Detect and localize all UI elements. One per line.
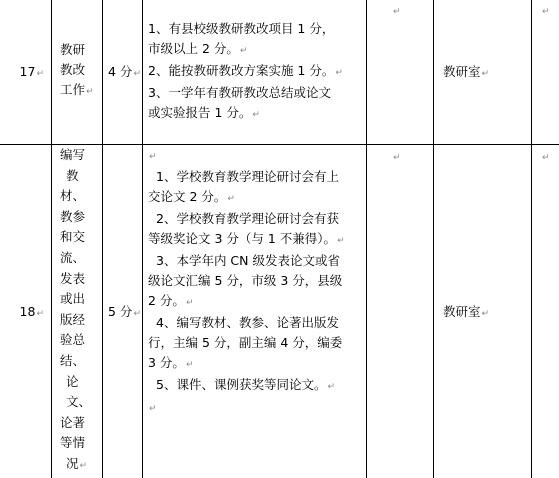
blank-cell-mark: ↵ [393,153,401,163]
department: 教研室↵ [443,304,490,319]
blank-cell-mark: ↵ [542,153,550,163]
row-number: 17↵ [19,64,44,79]
table-border-col1 [51,0,52,478]
blank-cell-mark: ↵ [542,7,550,17]
department: 教研室↵ [443,64,490,79]
blank-cell-mark: ↵ [393,7,401,17]
score: 4 分↵ [108,64,141,79]
table-border-col5 [433,0,434,478]
row-number: 18↵ [19,304,44,319]
item-name: 教研 教改 工作↵ [60,42,94,97]
table-border-col2 [102,0,103,478]
criteria-text: ↵ 1、学校教育教学理论研讨会有上 交论文 2 分。↵ 2、学校教育教学理论研讨会有获 等级奖论文 3 分（与 1 不兼得）。↵ 3、本学年内 CN 级发表论文或省 级论文汇编 5 分，市级 3 分，县级 2 分。↵ 4、编写教材、教参、论著出版发 行，主编 5 分，副主编 4 分，编委 3 分。↵ 5、课件、课例获奖等同论文。↵ ↵ [148,152,345,414]
table-border-col4 [366,0,367,478]
item-name: 编写 教 材、 教参 和交 流、 发表 或出 版经 验总 结、 论 文、 论著 等情 况↵ [60,147,92,471]
table-border-col3 [142,0,143,478]
score: 5 分↵ [108,304,141,319]
criteria-text: 1、有县校级教研教改项目 1 分， 市级以上 2 分。↵ 2、能按教研教改方案实施 1 分。↵ 3、一学年有教研教改总结或论文 或实验报告 1 分。↵ [148,21,343,120]
table-border-col6 [531,0,532,478]
